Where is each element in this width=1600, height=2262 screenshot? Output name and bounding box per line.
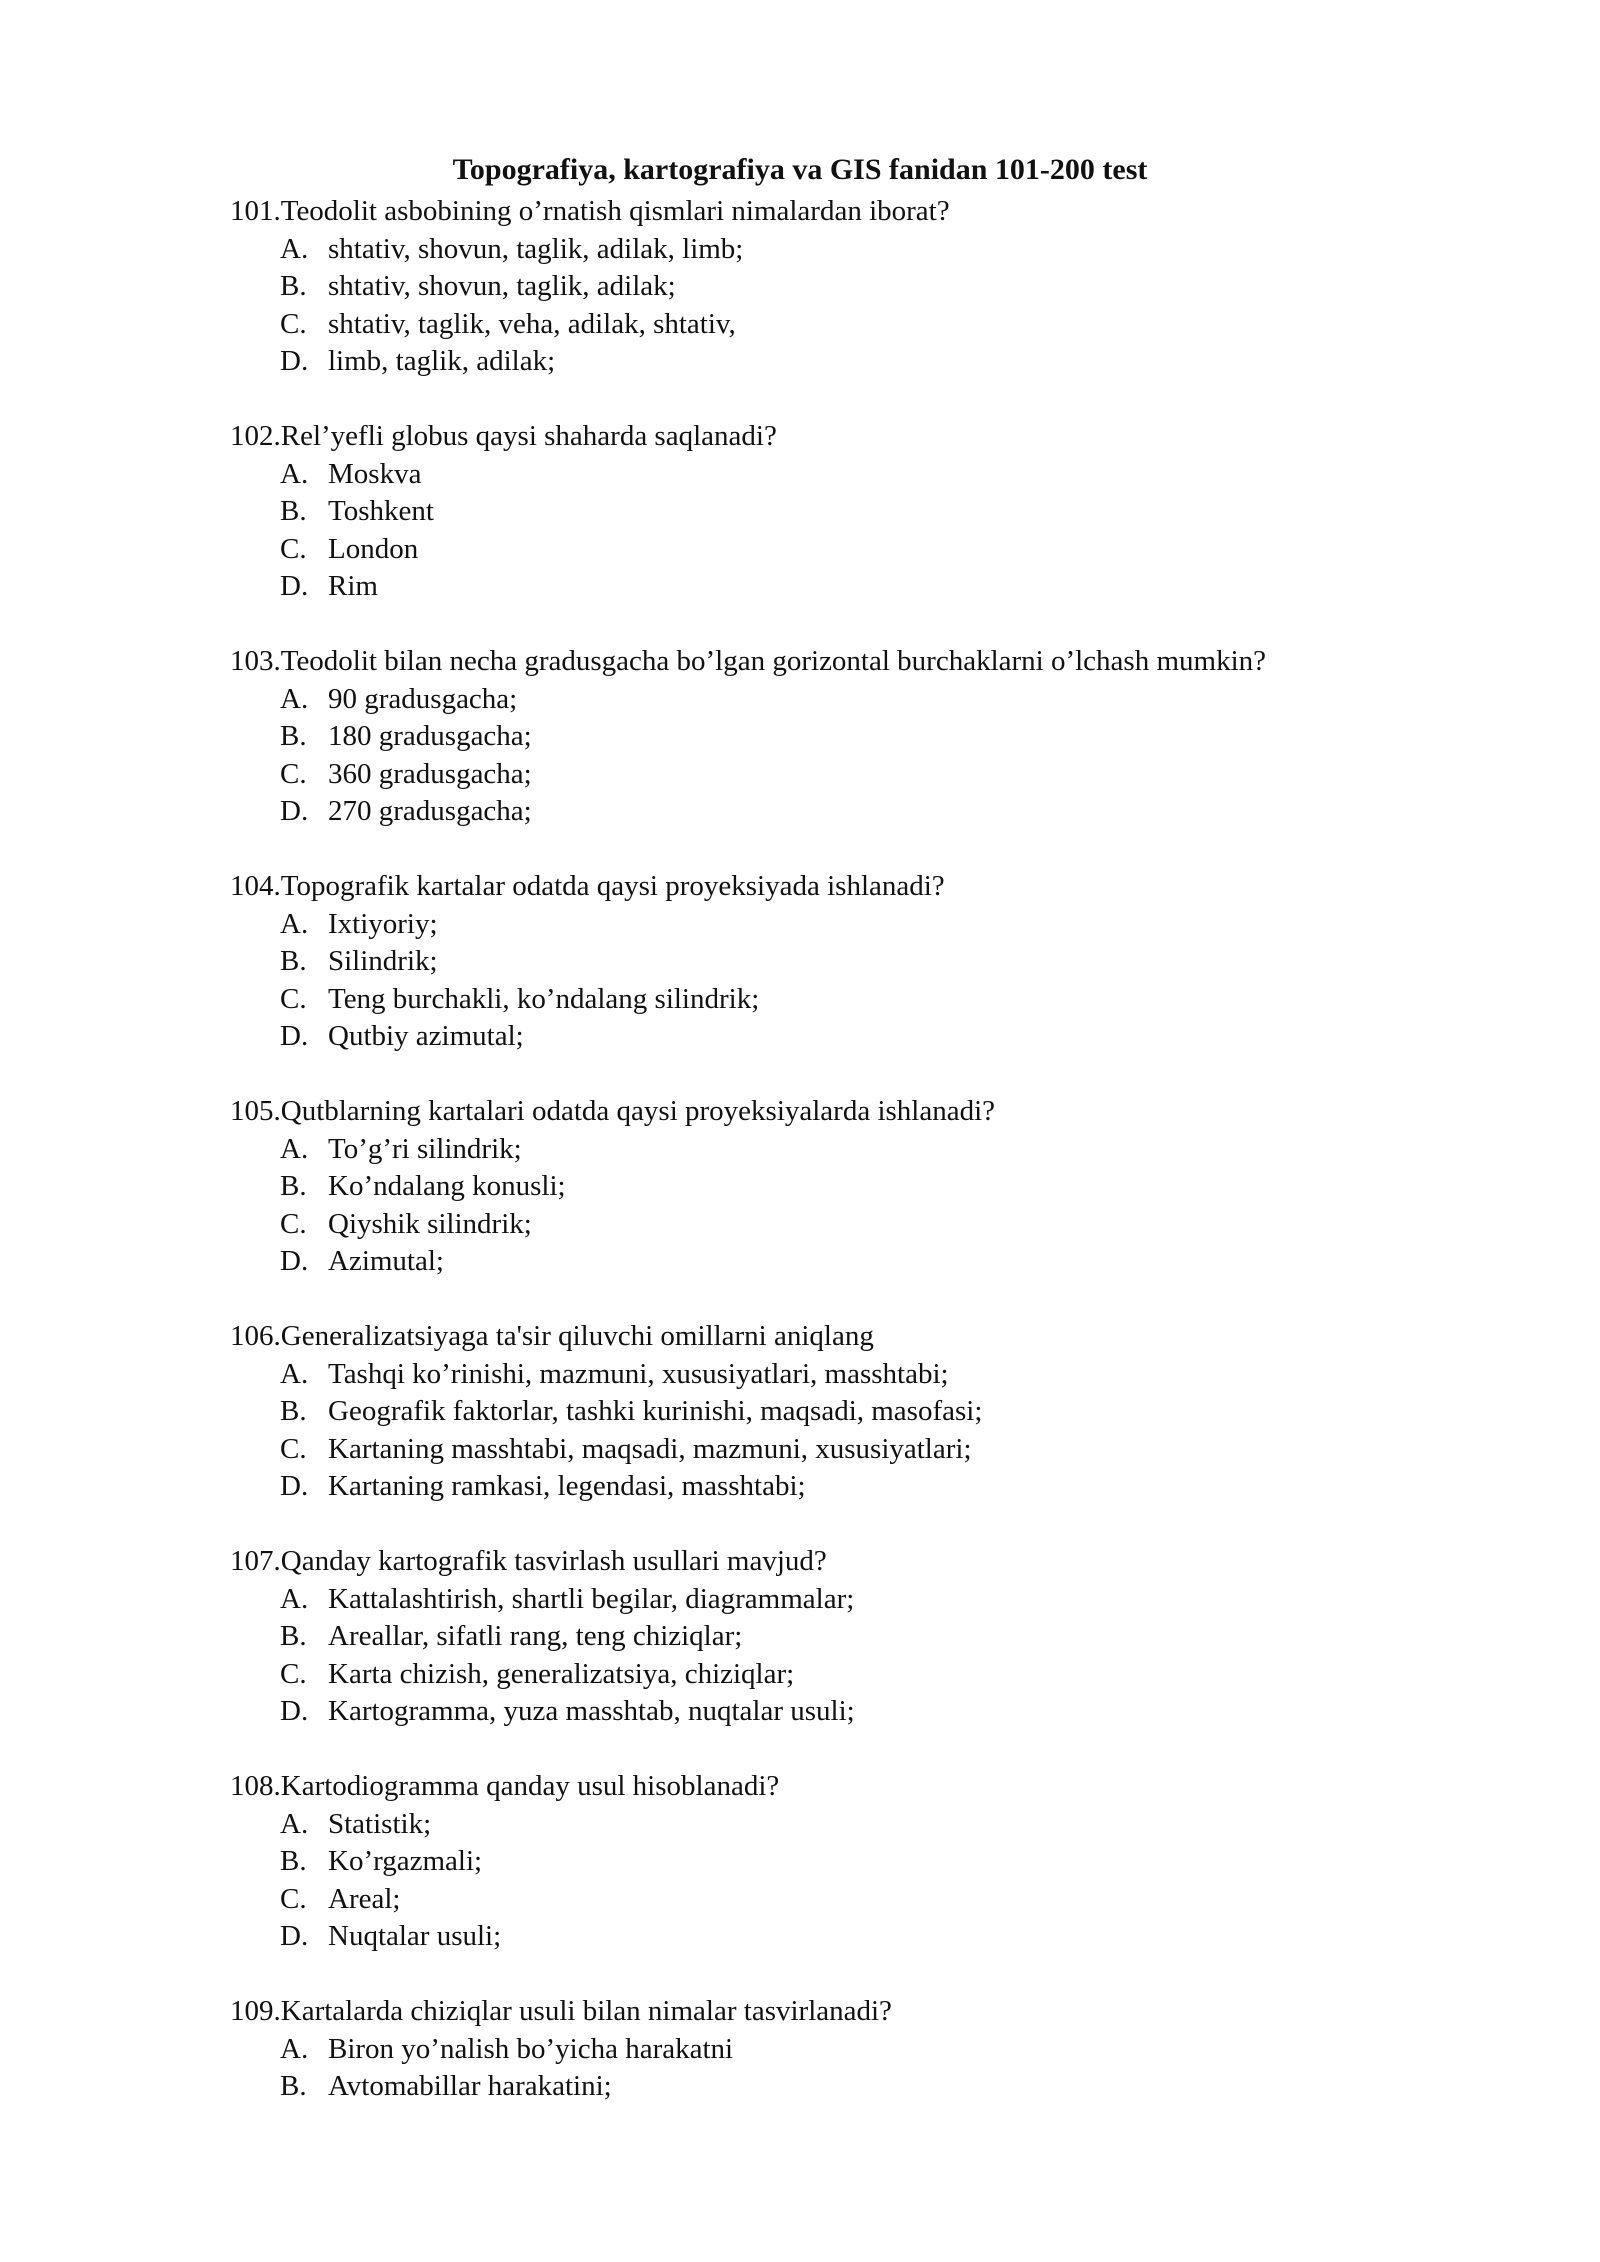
option-letter: B. (280, 1845, 307, 1877)
option-text: Silindrik; (328, 945, 438, 977)
answer-option (230, 456, 1530, 494)
option-letter: C. (280, 1882, 307, 1915)
answer-option (230, 1168, 1530, 1206)
option-letter: A. (280, 1582, 309, 1615)
option-letter: B. (280, 1170, 307, 1202)
answer-options (230, 1806, 1530, 1956)
answer-options (230, 681, 1530, 831)
answer-option (230, 1693, 1530, 1731)
answer-option (230, 1018, 1530, 1056)
option-text: 180 gradusgacha; (328, 720, 532, 752)
answer-option (230, 531, 1530, 569)
answer-options (230, 1581, 1530, 1731)
option-letter: A. (280, 682, 309, 715)
option-letter: A. (280, 1132, 309, 1165)
option-letter: C. (280, 1207, 307, 1240)
answer-option (230, 1356, 1530, 1394)
option-letter: C. (280, 757, 307, 790)
option-text: Tashqi ko’rinishi, mazmuni, xususiyatlari, masshtabi; (328, 1357, 949, 1390)
question-text: 107.Qanday kartografik tasvirlash usullari mavjud? (230, 1545, 827, 1577)
question-106 (230, 1318, 1530, 1506)
option-letter: B. (280, 945, 307, 977)
answer-options (230, 2031, 1530, 2106)
answer-option (230, 756, 1530, 794)
option-text: Kartaning masshtabi, maqsadi, mazmuni, xususiyatlari; (328, 1432, 972, 1465)
option-text: Statistik; (328, 1807, 432, 1840)
answer-option (230, 981, 1530, 1019)
question-109 (230, 1993, 1530, 2106)
option-letter: D. (280, 1920, 309, 1952)
option-text: 90 gradusgacha; (328, 682, 518, 715)
answer-option (230, 1656, 1530, 1694)
question-102 (230, 418, 1530, 606)
option-text: shtativ, shovun, taglik, adilak; (328, 270, 676, 302)
option-text: Teng burchakli, ko’ndalang silindrik; (328, 982, 760, 1015)
question-text: 102.Rel’yefli globus qaysi shaharda saqlanadi? (230, 420, 777, 452)
option-text: Nuqtalar usuli; (328, 1920, 502, 1952)
question-108 (230, 1768, 1530, 1956)
question-text: 104.Topografik kartalar odatda qaysi proyeksiyada ishlanadi? (230, 870, 945, 902)
question-103 (230, 643, 1530, 831)
option-text: Qiyshik silindrik; (328, 1207, 532, 1240)
answer-option (230, 1468, 1530, 1506)
option-text: 270 gradusgacha; (328, 795, 532, 827)
option-letter: A. (280, 232, 309, 265)
option-text: Kartaning ramkasi, legendasi, masshtabi; (328, 1470, 806, 1502)
option-text: London (328, 532, 419, 565)
answer-option (230, 1206, 1530, 1244)
option-letter: D. (280, 1020, 309, 1052)
option-text: To’g’ri silindrik; (328, 1132, 522, 1165)
question-107 (230, 1543, 1530, 1731)
option-text: Kattalashtirish, shartli begilar, diagrammalar; (328, 1582, 855, 1615)
option-text: limb, taglik, adilak; (328, 345, 556, 377)
answer-option (230, 943, 1530, 981)
answer-option (230, 231, 1530, 269)
answer-option (230, 2068, 1530, 2106)
option-letter: B. (280, 2070, 307, 2102)
answer-options (230, 231, 1530, 381)
answer-option (230, 1431, 1530, 1469)
option-text: Ko’rgazmali; (328, 1845, 483, 1877)
answer-options (230, 1356, 1530, 1506)
option-text: Ko’ndalang konusli; (328, 1170, 566, 1202)
question-text: 103.Teodolit bilan necha gradusgacha bo’lgan gorizontal burchaklarni o’lchash mumkin? (230, 645, 1266, 677)
answer-option (230, 718, 1530, 756)
option-text: Geografik faktorlar, tashki kurinishi, maqsadi, masofasi; (328, 1395, 983, 1427)
answer-option (230, 343, 1530, 381)
answer-option (230, 1843, 1530, 1881)
question-105 (230, 1093, 1530, 1281)
option-letter: B. (280, 270, 307, 302)
question-101 (230, 193, 1530, 381)
option-letter: A. (280, 2032, 309, 2065)
answer-option (230, 1806, 1530, 1844)
question-text: 106.Generalizatsiyaga ta'sir qiluvchi omillarni aniqlang (230, 1320, 874, 1352)
answer-option (230, 793, 1530, 831)
option-text: 360 gradusgacha; (328, 757, 532, 790)
answer-options (230, 456, 1530, 606)
page-title: Topografiya, kartografiya va GIS fanidan 101-200 test (452, 153, 1148, 186)
option-letter: D. (280, 570, 309, 602)
option-letter: A. (280, 457, 309, 490)
option-letter: C. (280, 307, 307, 340)
option-text: Kartogramma, yuza masshtab, nuqtalar usuli; (328, 1695, 855, 1727)
question-text: 109.Kartalarda chiziqlar usuli bilan nimalar tasvirlanadi? (230, 1995, 892, 2027)
option-text: shtativ, shovun, taglik, adilak, limb; (328, 232, 744, 265)
option-letter: D. (280, 345, 309, 377)
answer-option (230, 1618, 1530, 1656)
option-letter: A. (280, 1357, 309, 1390)
answer-option (230, 306, 1530, 344)
option-letter: D. (280, 1245, 309, 1277)
answer-option (230, 568, 1530, 606)
option-letter: C. (280, 982, 307, 1015)
option-text: Biron yo’nalish bo’yicha harakatni (328, 2032, 734, 2065)
option-text: Areallar, sifatli rang, teng chiziqlar; (328, 1620, 743, 1652)
answer-option (230, 2031, 1530, 2069)
option-text: shtativ, taglik, veha, adilak, shtativ, (328, 307, 736, 340)
option-letter: A. (280, 1807, 309, 1840)
answer-option (230, 1243, 1530, 1281)
option-text: Areal; (328, 1882, 401, 1915)
option-letter: D. (280, 1695, 309, 1727)
question-text: 105.Qutblarning kartalari odatda qaysi proyeksiyalarda ishlanadi? (230, 1095, 996, 1127)
option-letter: B. (280, 495, 307, 527)
option-text: Qutbiy azimutal; (328, 1020, 524, 1052)
answer-options (230, 906, 1530, 1056)
option-letter: C. (280, 1432, 307, 1465)
option-text: Toshkent (328, 495, 434, 527)
answer-option (230, 906, 1530, 944)
answer-option (230, 1918, 1530, 1956)
option-letter: C. (280, 532, 307, 565)
option-text: Rim (328, 570, 378, 602)
question-104 (230, 868, 1530, 1056)
option-letter: B. (280, 1395, 307, 1427)
option-text: Avtomabillar harakatini; (328, 2070, 612, 2102)
option-text: Moskva (328, 457, 422, 490)
question-text: 101.Teodolit asbobining o’rnatish qismlari nimalardan iborat? (230, 195, 950, 227)
option-letter: B. (280, 1620, 307, 1652)
answer-option (230, 268, 1530, 306)
option-text: Karta chizish, generalizatsiya, chiziqlar; (328, 1657, 795, 1690)
answer-option (230, 493, 1530, 531)
option-text: Azimutal; (328, 1245, 444, 1277)
answer-option (230, 1881, 1530, 1919)
answer-option (230, 1131, 1530, 1169)
answer-options (230, 1131, 1530, 1281)
option-letter: D. (280, 1470, 309, 1502)
option-text: Ixtiyoriy; (328, 907, 438, 940)
option-letter: C. (280, 1657, 307, 1690)
answer-option (230, 1581, 1530, 1619)
answer-option (230, 1393, 1530, 1431)
question-text: 108.Kartodiogramma qanday usul hisoblanadi? (230, 1770, 780, 1802)
answer-option (230, 681, 1530, 719)
option-letter: A. (280, 907, 309, 940)
option-letter: D. (280, 795, 309, 827)
option-letter: B. (280, 720, 307, 752)
